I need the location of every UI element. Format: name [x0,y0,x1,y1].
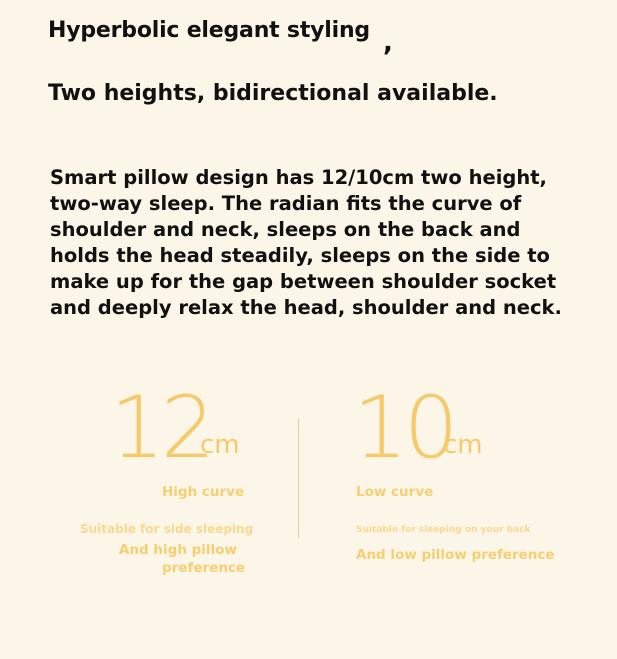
comma-mark: , [383,28,393,58]
curve-label: Low curve [356,484,434,500]
page-title: Hyperbolic elegant styling [48,18,370,43]
height-unit: cm [200,430,240,460]
height-unit: cm [443,430,483,460]
page-subtitle: Two heights, bidirectional available. [48,81,498,106]
suitable-text: Suitable for side sleeping [80,522,254,536]
description-paragraph: Smart pillow design has 12/10cm two height, two-way sleep. The radian fits the curve of shoulder and neck, sleeps on the back and holds the head steadily, sleeps on the side to make up for the gap between shoulder socket and deeply relax the head, shoulder and neck. [50,166,562,319]
preference-line-1: And high pillow [119,542,237,558]
divider-line [298,418,299,538]
height-number-12: 12 [110,378,212,478]
suitable-text: Suitable for sleeping on your back [356,525,531,535]
height-number-10: 10 [353,378,455,478]
preference-line-1: And low pillow preference [356,547,555,563]
preference-line-2: preference [162,560,246,576]
curve-label: High curve [162,484,245,500]
